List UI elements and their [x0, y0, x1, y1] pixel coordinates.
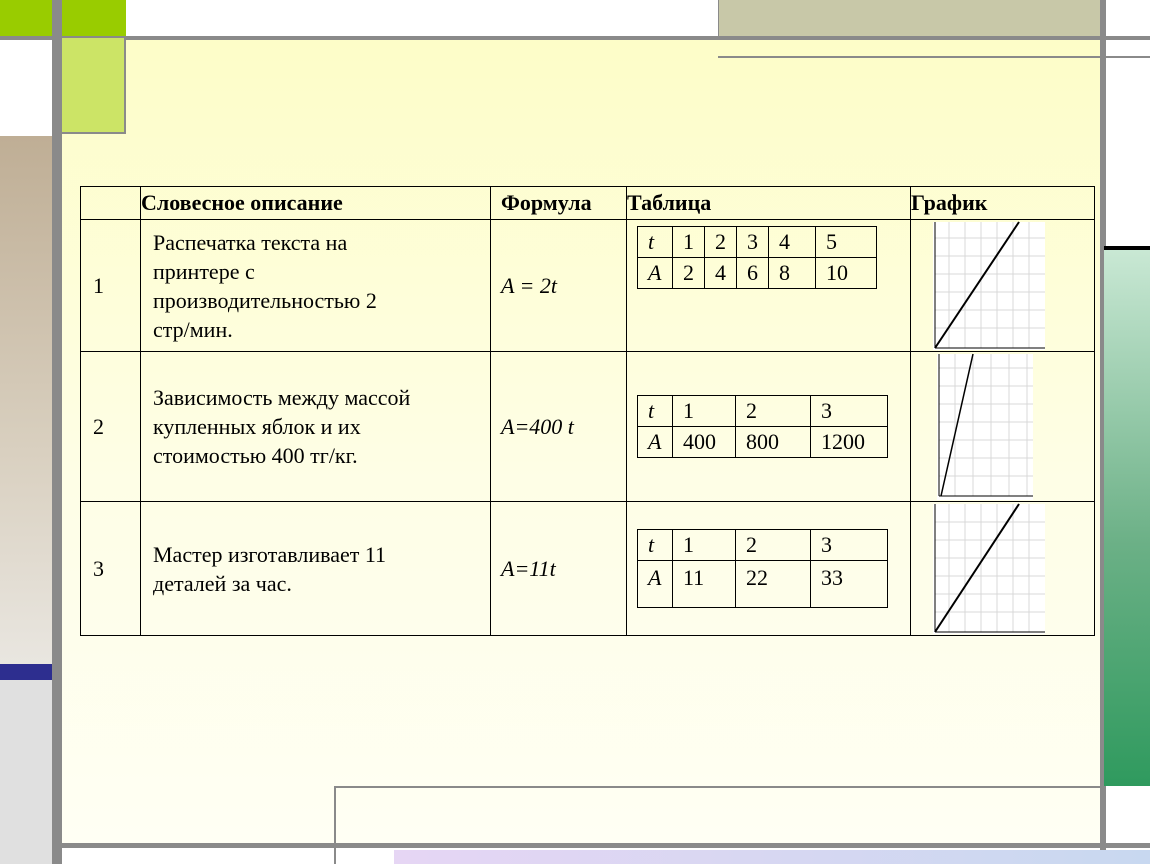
value-cell: 1 [673, 396, 736, 427]
value-cell: 22 [736, 561, 811, 608]
value-table [637, 529, 888, 608]
row-graph [911, 352, 1095, 502]
description-line: купленных яблок и их [153, 414, 361, 439]
value-row-t [638, 530, 888, 561]
description-line: принтере с [153, 258, 255, 284]
row-description [141, 352, 491, 502]
accent-block-top-left [0, 0, 126, 38]
row-value-table [627, 352, 911, 502]
graph-plot-1 [929, 220, 1049, 352]
description-line: стоимостью 400 тг/кг. [153, 443, 358, 468]
description-line: Распечатка текста на [153, 229, 348, 255]
frame-line-bottom [0, 843, 1150, 848]
row-graph [911, 502, 1095, 636]
label-t: t [638, 227, 673, 258]
accent-square-green [62, 38, 126, 134]
row-description [141, 502, 491, 636]
row-value-table [627, 502, 911, 636]
description-line: деталей за час. [153, 570, 292, 596]
label-t: t [638, 530, 673, 561]
frame-line-lower-vertical [334, 786, 336, 864]
graph-plot-3 [929, 502, 1049, 636]
accent-block-top-right [718, 0, 1102, 38]
value-cell: 3 [811, 396, 888, 427]
value-cell: 2 [736, 530, 811, 561]
value-cell: 800 [736, 427, 811, 458]
description-line: производительностью 2 [153, 287, 377, 313]
label-a: A [638, 561, 673, 608]
value-cell: 4 [705, 258, 737, 289]
frame-line-top-right [718, 56, 1150, 58]
row-number: 1 [81, 220, 141, 352]
value-cell: 2 [736, 396, 811, 427]
label-a: A [638, 258, 673, 289]
value-row-t [638, 227, 877, 258]
frame-line-lower [334, 786, 1104, 788]
value-cell: 5 [816, 227, 877, 258]
table-row [81, 502, 1095, 636]
header-formula: Формула [491, 187, 627, 220]
value-cell: 8 [769, 258, 816, 289]
value-row-a [638, 561, 888, 608]
value-cell: 400 [673, 427, 736, 458]
header-number [81, 187, 141, 220]
value-row-t [638, 396, 888, 427]
value-cell: 2 [673, 258, 705, 289]
row-description [141, 220, 491, 352]
functions-table [80, 186, 1095, 636]
header-graph: График [911, 187, 1095, 220]
value-cell: 3 [737, 227, 769, 258]
label-a: A [638, 427, 673, 458]
value-cell: 2 [705, 227, 737, 258]
accent-right-green [1104, 250, 1150, 786]
description-line: стр/мин. [153, 316, 233, 342]
value-cell: 1200 [811, 427, 888, 458]
table-row [81, 220, 1095, 352]
value-cell: 11 [673, 561, 736, 608]
value-row-a [638, 427, 888, 458]
value-cell: 1 [673, 227, 705, 258]
description-line: Зависимость между массой [153, 385, 411, 410]
value-cell: 1 [673, 530, 736, 561]
accent-bottom-strip [394, 850, 1150, 864]
value-cell: 3 [811, 530, 888, 561]
row-formula: A=400 t [491, 352, 627, 502]
accent-left-gray [0, 680, 52, 864]
row-formula: A = 2t [491, 220, 627, 352]
row-number: 3 [81, 502, 141, 636]
value-cell: 33 [811, 561, 888, 608]
value-cell: 4 [769, 227, 816, 258]
description-line: Мастер изготавливает 11 [153, 541, 387, 567]
value-cell: 10 [816, 258, 877, 289]
label-t: t [638, 396, 673, 427]
value-table [637, 395, 888, 458]
graph-plot-2 [933, 352, 1037, 502]
frame-line-top [0, 36, 1150, 40]
row-graph [911, 220, 1095, 352]
header-description: Словесное описание [141, 187, 491, 220]
row-value-table [627, 220, 911, 352]
value-table [637, 226, 877, 289]
value-cell: 6 [737, 258, 769, 289]
accent-right-black-line [1104, 246, 1150, 250]
header-row [81, 187, 1095, 220]
value-row-a [638, 258, 877, 289]
accent-left-blue [0, 664, 52, 680]
table-row [81, 352, 1095, 502]
row-number: 2 [81, 352, 141, 502]
accent-left-gradient [0, 136, 52, 664]
row-formula: A=11t [491, 502, 627, 636]
frame-line-left [52, 0, 62, 864]
header-table: Таблица [627, 187, 911, 220]
